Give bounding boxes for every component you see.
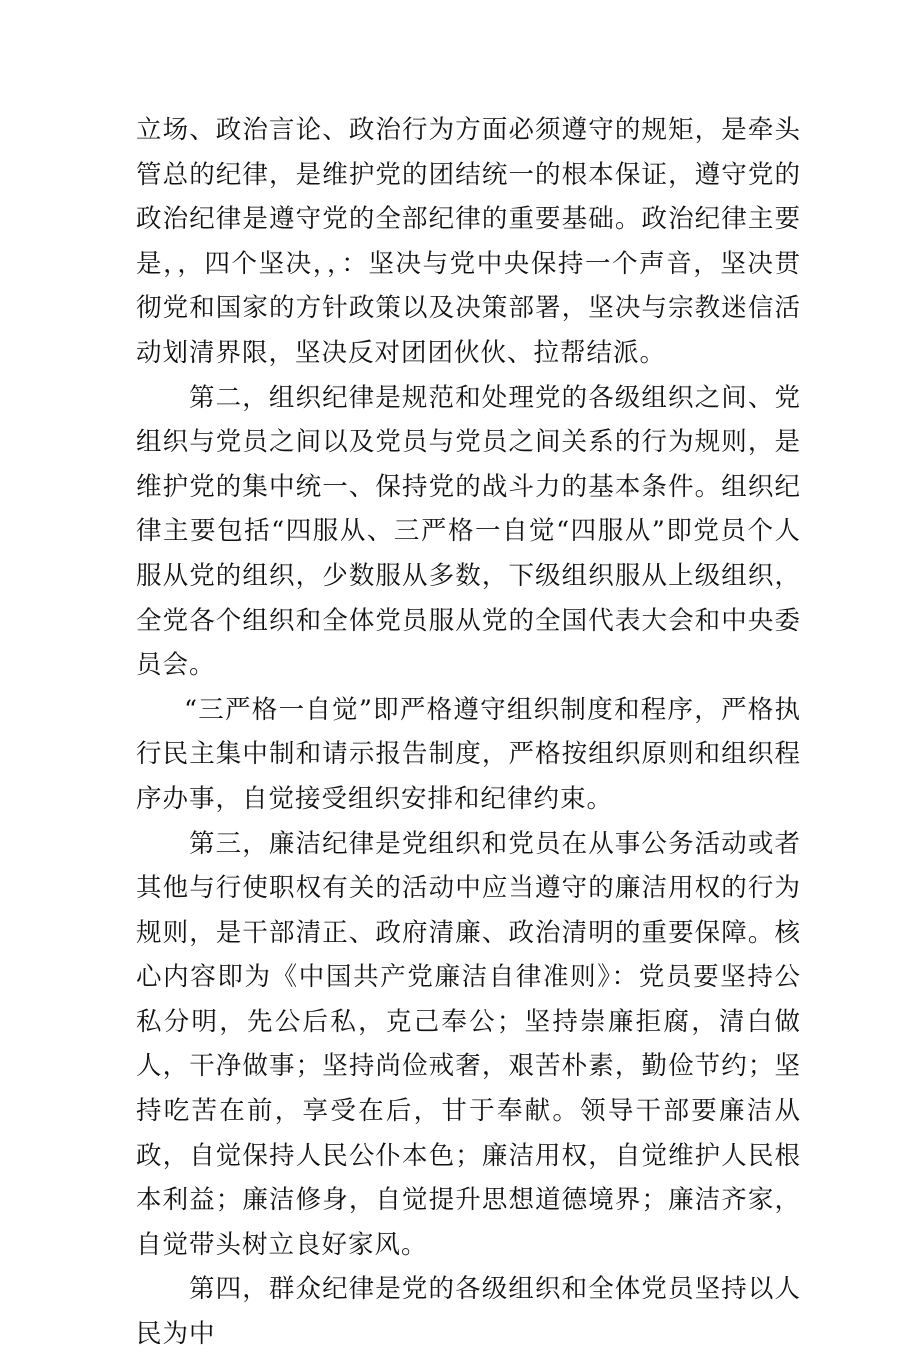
paragraph-organizational-discipline: 第二，组织纪律是规范和处理党的各级组织之间、党组织与党员之间以及党员与党员之间关系的行为规则，是维护党的集中统一、保持党的战斗力的基本条件。组织纪律主要包括“四服从、三严格一自觉“四服从”即党员个人服从党的组织，少数服从多数，下级组织服从上级组织，全党各个组织和全体党员服从党的全国代表大会和中央委员会。 [136,382,801,681]
paragraph-mass-discipline: 第四，群众纪律是党的各级组织和全体党员坚持以人民为中 [136,1274,801,1350]
paragraph-integrity-discipline: 第三，廉洁纪律是党组织和党员在从事公务活动或者其他与行使职权有关的活动中应当遵守的廉洁用权的行为规则，是干部清正、政府清廉、政治清明的重要保障。核心内容即为《中国共产党廉洁自律准则》：党员要坚持公私分明，先公后私，克己奉公；坚持崇廉拒腐，清白做人，干净做事；坚持尚俭戒奢，艰苦朴素，勤俭节约；坚持吃苦在前，享受在后，甘于奉献。领导干部要廉洁从政，自觉保持人民公仆本色；廉洁用权，自觉维护人民根本利益；廉洁修身，自觉提升思想道德境界；廉洁齐家，自觉带头树立良好家风。 [136,828,801,1260]
paragraph-three-strict-one-conscious: “三严格一自觉”即严格遵守组织制度和程序，严格执行民主集中制和请示报告制度，严格按组织原则和组织程序办事，自觉接受组织安排和纪律约束。 [136,694,801,814]
paragraph-political-discipline: 立场、政治言论、政治行为方面必须遵守的规矩，是牵头管总的纪律，是维护党的团结统一的根本保证，遵守党的政治纪律是遵守党的全部纪律的重要基础。政治纪律主要是，，四个坚决，，：坚决与党中央保持一个声音，坚决贯彻党和国家的方针政策以及决策部署，坚决与宗教迷信活动划清界限，坚决反对团团伙伙、拉帮结派。 [136,115,801,368]
document-body [136,108,801,1357]
